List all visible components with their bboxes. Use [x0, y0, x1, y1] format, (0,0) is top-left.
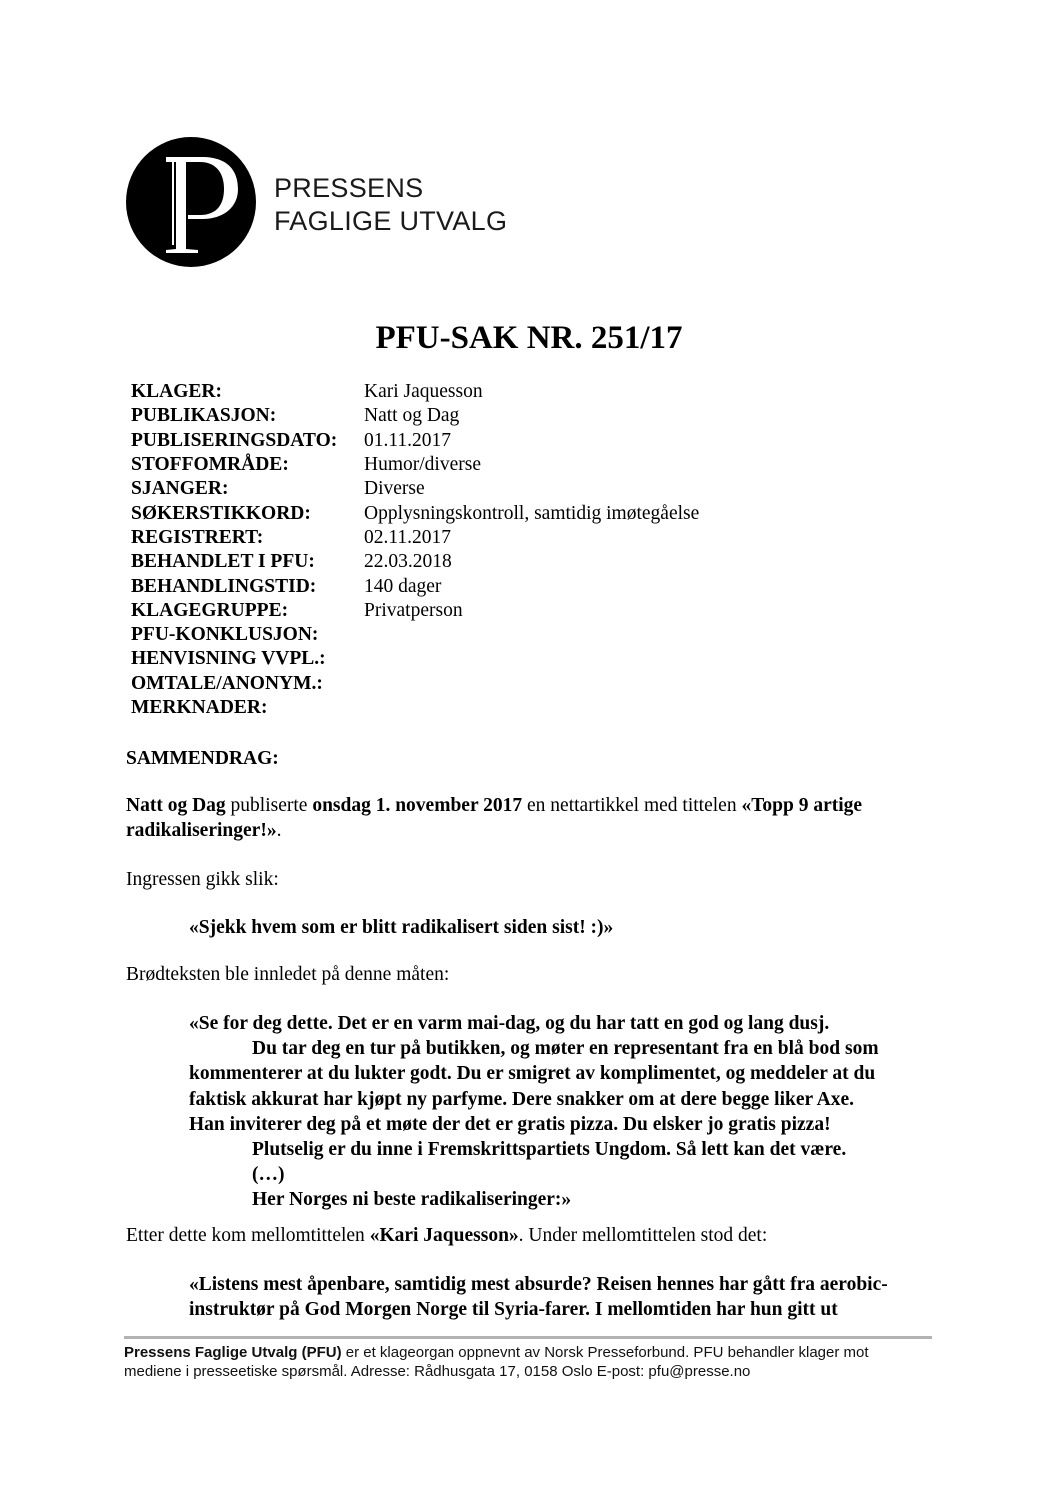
logo-text: [274, 172, 507, 238]
intro-text: publiserte: [225, 795, 313, 816]
article-title: radikaliseringer!»: [126, 820, 277, 841]
meta-label: KLAGER:: [131, 381, 223, 403]
publication-name: Natt og Dag: [126, 795, 226, 816]
footer-org: Pressens Faglige Utvalg (PFU): [124, 1344, 342, 1361]
footer-text: er et klageorgan oppnevnt av Norsk Presseforbund. PFU behandler klager mot: [341, 1344, 869, 1361]
summary-heading: SAMMENDRAG:: [126, 748, 279, 769]
meta-label: PFU-KONKLUSJON:: [131, 624, 319, 646]
ingress-quote: «Sjekk hvem som er blitt radikalisert siden sist! :)»: [189, 917, 614, 938]
meta-row: [131, 647, 699, 671]
meta-row: [131, 574, 699, 598]
quote-line: Plutselig er du inne i Fremskrittspartiets Ungdom. Så lett kan det være.: [252, 1139, 847, 1161]
quote-line: (…): [252, 1164, 285, 1186]
meta-value: 01.11.2017: [364, 429, 452, 451]
meta-row: [131, 404, 699, 428]
meta-label: MERKNADER:: [131, 697, 268, 718]
subtitle-name: «Kari Jaquesson»: [369, 1225, 519, 1246]
quote-line: «Listens mest åpenbare, samtidig mest absurde? Reisen hennes har gått fra aerobic-: [189, 1274, 888, 1295]
quote-line: kommenterer at du lukter godt. Du er smigret av komplimentet, og meddeler at du: [189, 1063, 876, 1085]
meta-label: PUBLIKASJON:: [131, 405, 277, 427]
subtitle-paragraph: [126, 1223, 767, 1248]
quote-line: «Se for deg dette. Det er en varm mai-dag, og du har tatt en god og lang dusj.: [189, 1013, 830, 1034]
meta-row: [131, 672, 699, 696]
intro-paragraph: [126, 793, 862, 843]
meta-label: STOFFOMRÅDE:: [131, 454, 289, 476]
meta-label: SJANGER:: [131, 478, 229, 500]
meta-label: REGISTRERT:: [131, 526, 264, 548]
meta-row: [131, 696, 699, 720]
footer-divider: [124, 1336, 932, 1339]
case-title: PFU-SAK NR. 251/17: [375, 320, 683, 356]
meta-row: [131, 477, 699, 501]
quote-line: Han inviterer deg på et møte der det er gratis pizza. Du elsker jo gratis pizza!: [189, 1113, 831, 1135]
meta-row: [131, 380, 699, 404]
ingress-intro: Ingressen gikk slik:: [126, 869, 279, 890]
intro-date: onsdag 1. november 2017: [312, 795, 523, 816]
logo-line-2: FAGLIGE UTVALG: [274, 206, 508, 236]
meta-value: Diverse: [364, 478, 425, 500]
case-metadata: [131, 380, 699, 720]
meta-row: [131, 599, 699, 623]
meta-value: Humor/diverse: [364, 454, 481, 476]
intro-text: en nettartikkel med tittelen: [522, 795, 742, 816]
meta-row: [131, 453, 699, 477]
meta-value: Natt og Dag: [364, 405, 460, 427]
meta-value: Privatperson: [364, 599, 463, 621]
subtitle-text: Etter dette kom mellomtittelen: [126, 1225, 370, 1246]
meta-row: [131, 526, 699, 550]
meta-label: BEHANDLINGSTID:: [131, 575, 317, 597]
article-title: «Topp 9 artige: [741, 795, 863, 816]
body-intro: Brødteksten ble innledet på denne måten:: [126, 964, 450, 985]
logo-line-1: PRESSENS: [274, 173, 424, 203]
pfu-logo-icon: [126, 137, 256, 267]
intro-text: .: [276, 820, 282, 841]
quote-line: Her Norges ni beste radikaliseringer:»: [252, 1189, 572, 1211]
meta-label: HENVISNING VVPL.:: [131, 648, 326, 670]
quote-line: Du tar deg en tur på butikken, og møter en representant fra en blå bod som: [252, 1038, 879, 1060]
meta-value: Kari Jaquesson: [364, 381, 483, 403]
meta-value: 140 dager: [364, 575, 442, 597]
meta-value: 02.11.2017: [364, 526, 452, 548]
meta-row: [131, 623, 699, 647]
quote-line: instruktør på God Morgen Norge til Syria-farer. I mellomtiden har hun gitt ut: [189, 1299, 838, 1321]
meta-label: PUBLISERINGSDATO:: [131, 429, 338, 451]
meta-label: BEHANDLET I PFU:: [131, 551, 315, 573]
subtitle-text: . Under mellomtittelen stod det:: [518, 1225, 768, 1246]
meta-row: [131, 501, 699, 525]
footer: [124, 1343, 934, 1381]
meta-value: 22.03.2018: [364, 551, 452, 573]
final-quote: [189, 1272, 888, 1322]
meta-row: [131, 550, 699, 574]
meta-value: Opplysningskontroll, samtidig imøtegåelse: [364, 502, 700, 524]
quote-line: faktisk akkurat har kjøpt ny parfyme. Dere snakker om at dere begge liker Axe.: [189, 1088, 854, 1110]
meta-label: KLAGEGRUPPE:: [131, 599, 289, 621]
meta-label: OMTALE/ANONYM.:: [131, 672, 323, 694]
meta-label: SØKERSTIKKORD:: [131, 502, 311, 524]
body-quote: [189, 1011, 879, 1213]
meta-row: [131, 429, 699, 453]
footer-text: mediene i presseetiske spørsmål. Adresse: Rådhusgata 17, 0158 Oslo E-post: pfu@presse.no: [124, 1363, 751, 1380]
